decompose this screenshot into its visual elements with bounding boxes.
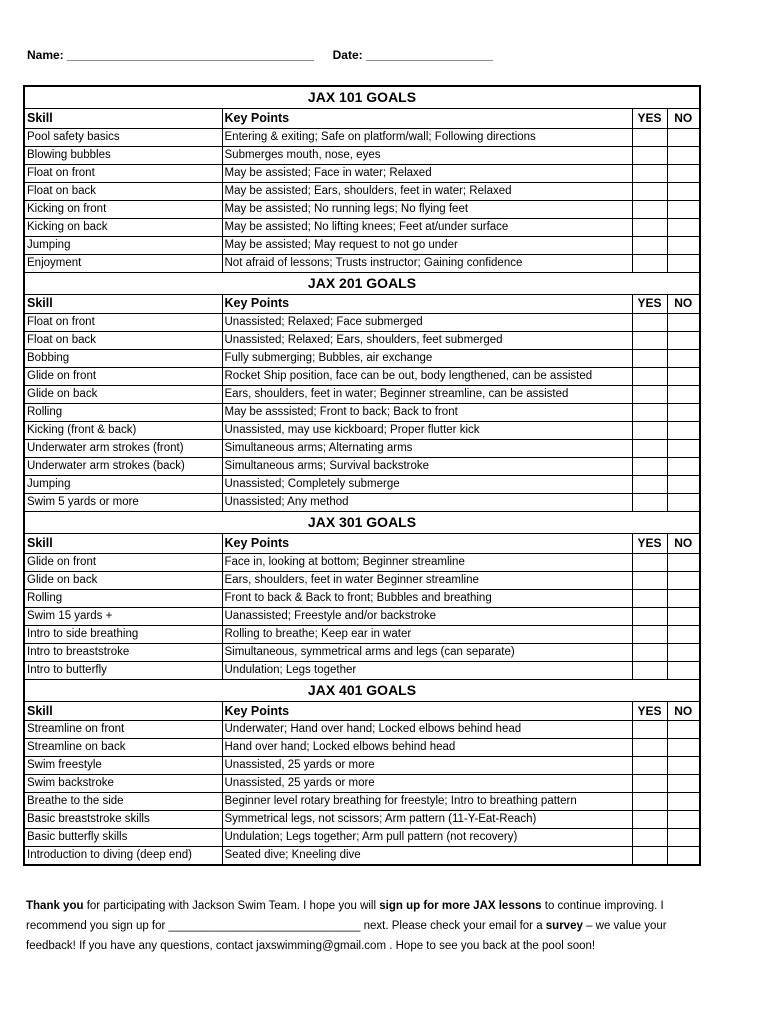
table-row [25,128,699,146]
table-row [25,182,699,200]
table-row [25,440,699,458]
no-checkbox-cell[interactable] [667,458,699,476]
no-checkbox-cell[interactable] [667,314,699,332]
skill-cell: Swim freestyle [25,757,222,775]
yes-checkbox-cell[interactable] [632,440,667,458]
table-row [25,368,699,386]
no-checkbox-cell[interactable] [667,793,699,811]
no-checkbox-cell[interactable] [667,494,699,512]
table-row [25,494,699,512]
footer-thank-you: Thank you [26,900,84,912]
key-points-cell: Unassisted, may use kickboard; Proper flutter kick [222,422,632,440]
key-points-cell: Hand over hand; Locked elbows behind head [222,739,632,757]
table-header-row [25,295,699,314]
no-checkbox-cell[interactable] [667,721,699,739]
table-row [25,589,699,607]
skill-cell: Glide on front [25,553,222,571]
skill-cell: Enjoyment [25,254,222,272]
table-header-row [25,109,699,128]
no-checkbox-cell[interactable] [667,571,699,589]
no-checkbox-cell[interactable] [667,757,699,775]
table-row [25,643,699,661]
yes-checkbox-cell[interactable] [632,625,667,643]
key-points-cell: May be assisted; May request to not go under [222,236,632,254]
no-checkbox-cell[interactable] [667,350,699,368]
key-points-cell: Fully submerging; Bubbles, air exchange [222,350,632,368]
skill-cell: Bobbing [25,350,222,368]
yes-checkbox-cell[interactable] [632,607,667,625]
section-title: JAX 301 GOALS [25,511,699,534]
no-header: NO [667,534,699,553]
table-row [25,218,699,236]
key-points-cell: Submerges mouth, nose, eyes [222,146,632,164]
skill-header: Skill [25,295,222,314]
skill-cell: Basic breaststroke skills [25,811,222,829]
footer-sign-up: sign up for more JAX lessons [379,900,542,912]
goals-section [25,87,699,272]
table-row [25,332,699,350]
skill-cell: Rolling [25,589,222,607]
skill-cell: Introduction to diving (deep end) [25,847,222,865]
no-checkbox-cell[interactable] [667,625,699,643]
key-points-cell: Ears, shoulders, feet in water; Beginner streamline, can be assisted [222,386,632,404]
key-points-cell: Simultaneous arms; Survival backstroke [222,458,632,476]
no-checkbox-cell[interactable] [667,200,699,218]
skill-cell: Intro to breaststroke [25,643,222,661]
yes-checkbox-cell[interactable] [632,350,667,368]
skill-cell: Glide on back [25,571,222,589]
table-row [25,571,699,589]
no-checkbox-cell[interactable] [667,164,699,182]
no-checkbox-cell[interactable] [667,218,699,236]
goals-table [25,109,699,272]
footer-note [26,896,706,956]
yes-checkbox-cell[interactable] [632,368,667,386]
no-checkbox-cell[interactable] [667,643,699,661]
skill-cell: Pool safety basics [25,128,222,146]
yes-header: YES [632,109,667,128]
yes-checkbox-cell[interactable] [632,422,667,440]
skill-cell: Underwater arm strokes (front) [25,440,222,458]
yes-checkbox-cell[interactable] [632,386,667,404]
yes-checkbox-cell[interactable] [632,793,667,811]
key-points-cell: Symmetrical legs, not scissors; Arm pattern (11-Y-Eat-Reach) [222,811,632,829]
yes-checkbox-cell[interactable] [632,254,667,272]
yes-checkbox-cell[interactable] [632,553,667,571]
form-header [27,48,493,62]
table-header-row [25,702,699,721]
no-checkbox-cell[interactable] [667,422,699,440]
skill-cell: Jumping [25,476,222,494]
key-points-cell: Simultaneous arms; Alternating arms [222,440,632,458]
key-points-cell: Ears, shoulders, feet in water Beginner streamline [222,571,632,589]
yes-checkbox-cell[interactable] [632,775,667,793]
no-checkbox-cell[interactable] [667,386,699,404]
key-points-cell: May be assisted; Ears, shoulders, feet in water; Relaxed [222,182,632,200]
table-row [25,793,699,811]
yes-checkbox-cell[interactable] [632,721,667,739]
no-checkbox-cell[interactable] [667,607,699,625]
footer-text-1: for participating with Jackson Swim Team. I hope you will [83,900,380,912]
key-points-cell: Unassisted, 25 yards or more [222,775,632,793]
yes-header: YES [632,702,667,721]
no-checkbox-cell[interactable] [667,553,699,571]
key-points-cell: Undulation; Legs together; Arm pull pattern (not recovery) [222,829,632,847]
yes-checkbox-cell[interactable] [632,236,667,254]
yes-checkbox-cell[interactable] [632,332,667,350]
yes-header: YES [632,295,667,314]
key-points-cell: Rolling to breathe; Keep ear in water [222,625,632,643]
yes-checkbox-cell[interactable] [632,146,667,164]
no-header: NO [667,295,699,314]
yes-checkbox-cell[interactable] [632,829,667,847]
no-checkbox-cell[interactable] [667,146,699,164]
key-points-cell: Rocket Ship position, face can be out, body lengthened, can be assisted [222,368,632,386]
skill-cell: Glide on back [25,386,222,404]
skill-cell: Blowing bubbles [25,146,222,164]
table-header-row [25,534,699,553]
table-row [25,775,699,793]
skill-cell: Streamline on front [25,721,222,739]
table-row [25,721,699,739]
goals-table [25,534,699,679]
table-row [25,458,699,476]
table-row [25,236,699,254]
skill-cell: Rolling [25,404,222,422]
skill-cell: Float on back [25,182,222,200]
table-row [25,625,699,643]
table-row [25,350,699,368]
skill-cell: Intro to butterfly [25,661,222,679]
skill-cell: Underwater arm strokes (back) [25,458,222,476]
goals-sheet [23,85,701,866]
yes-checkbox-cell[interactable] [632,476,667,494]
section-title: JAX 401 GOALS [25,679,699,702]
goals-table [25,295,699,512]
table-row [25,422,699,440]
table-row [25,164,699,182]
yes-checkbox-cell[interactable] [632,314,667,332]
yes-checkbox-cell[interactable] [632,757,667,775]
key-points-cell: Underwater; Hand over hand; Locked elbows behind head [222,721,632,739]
no-checkbox-cell[interactable] [667,476,699,494]
no-checkbox-cell[interactable] [667,589,699,607]
skill-cell: Jumping [25,236,222,254]
no-checkbox-cell[interactable] [667,182,699,200]
no-checkbox-cell[interactable] [667,847,699,865]
skill-header: Skill [25,702,222,721]
yes-checkbox-cell[interactable] [632,589,667,607]
no-checkbox-cell[interactable] [667,332,699,350]
table-row [25,553,699,571]
table-row [25,314,699,332]
skill-cell: Kicking (front & back) [25,422,222,440]
yes-checkbox-cell[interactable] [632,811,667,829]
no-checkbox-cell[interactable] [667,739,699,757]
skill-cell: Float on front [25,314,222,332]
key-points-cell: Beginner level rotary breathing for freestyle; Intro to breathing pattern [222,793,632,811]
key-points-cell: May be asssisted; Front to back; Back to front [222,404,632,422]
no-checkbox-cell[interactable] [667,440,699,458]
skill-cell: Swim 5 yards or more [25,494,222,512]
table-row [25,847,699,865]
skill-cell: Swim backstroke [25,775,222,793]
yes-header: YES [632,534,667,553]
goals-section [25,679,699,865]
table-row [25,811,699,829]
skill-cell: Intro to side breathing [25,625,222,643]
skill-cell: Basic butterfly skills [25,829,222,847]
yes-checkbox-cell[interactable] [632,571,667,589]
section-title: JAX 101 GOALS [25,87,699,109]
footer-text-3: – we value your feedback! If you have any questions, contact jaxswimming@gmail.com . Hope to see you back at the pool soon! [26,920,667,952]
yes-checkbox-cell[interactable] [632,128,667,146]
table-row [25,757,699,775]
skill-cell: Glide on front [25,368,222,386]
key-points-cell: Unassisted; Completely submerge [222,476,632,494]
section-title: JAX 201 GOALS [25,272,699,295]
footer-survey: survey [545,920,583,932]
key-points-header: Key Points [222,702,632,721]
yes-checkbox-cell[interactable] [632,200,667,218]
footer-text-2: to continue improving. I recommend you sign up for ______________________________ next. Please check your email for a [26,900,664,932]
skill-header: Skill [25,534,222,553]
date-field[interactable]: Date: ___________________ [332,48,493,62]
key-points-header: Key Points [222,534,632,553]
yes-checkbox-cell[interactable] [632,218,667,236]
key-points-cell: Unassisted; Relaxed; Face submerged [222,314,632,332]
key-points-cell: Unassisted; Relaxed; Ears, shoulders, feet submerged [222,332,632,350]
key-points-cell: Simultaneous, symmetrical arms and legs (can separate) [222,643,632,661]
no-checkbox-cell[interactable] [667,236,699,254]
key-points-cell: Seated dive; Kneeling dive [222,847,632,865]
key-points-cell: Uanassisted; Freestyle and/or backstroke [222,607,632,625]
yes-checkbox-cell[interactable] [632,494,667,512]
table-row [25,200,699,218]
yes-checkbox-cell[interactable] [632,847,667,865]
key-points-cell: May be assisted; No running legs; No flying feet [222,200,632,218]
no-checkbox-cell[interactable] [667,254,699,272]
goals-table [25,702,699,865]
no-checkbox-cell[interactable] [667,368,699,386]
no-checkbox-cell[interactable] [667,829,699,847]
key-points-header: Key Points [222,109,632,128]
key-points-cell: May be assisted; Face in water; Relaxed [222,164,632,182]
no-checkbox-cell[interactable] [667,404,699,422]
yes-checkbox-cell[interactable] [632,458,667,476]
goals-section [25,272,699,512]
key-points-cell: Face in, looking at bottom; Beginner streamline [222,553,632,571]
table-row [25,386,699,404]
yes-checkbox-cell[interactable] [632,739,667,757]
skill-cell: Breathe to the side [25,793,222,811]
no-header: NO [667,109,699,128]
skill-cell: Float on front [25,164,222,182]
skill-cell: Streamline on back [25,739,222,757]
key-points-cell: Unassisted, 25 yards or more [222,757,632,775]
skill-header: Skill [25,109,222,128]
table-row [25,661,699,679]
table-row [25,254,699,272]
skill-cell: Kicking on front [25,200,222,218]
skill-cell: Swim 15 yards + [25,607,222,625]
name-field[interactable]: Name: _____________________________________ [27,48,314,62]
key-points-header: Key Points [222,295,632,314]
yes-checkbox-cell[interactable] [632,404,667,422]
key-points-cell: May be assisted; No lifting knees; Feet at/under surface [222,218,632,236]
skill-cell: Float on back [25,332,222,350]
no-header: NO [667,702,699,721]
yes-checkbox-cell[interactable] [632,182,667,200]
table-row [25,739,699,757]
table-row [25,476,699,494]
yes-checkbox-cell[interactable] [632,661,667,679]
key-points-cell: Entering & exiting; Safe on platform/wall; Following directions [222,128,632,146]
no-checkbox-cell[interactable] [667,661,699,679]
key-points-cell: Undulation; Legs together [222,661,632,679]
table-row [25,829,699,847]
table-row [25,607,699,625]
yes-checkbox-cell[interactable] [632,164,667,182]
no-checkbox-cell[interactable] [667,775,699,793]
table-row [25,146,699,164]
table-row [25,404,699,422]
goals-section [25,511,699,679]
no-checkbox-cell[interactable] [667,811,699,829]
no-checkbox-cell[interactable] [667,128,699,146]
key-points-cell: Not afraid of lessons; Trusts instructor; Gaining confidence [222,254,632,272]
skill-cell: Kicking on back [25,218,222,236]
yes-checkbox-cell[interactable] [632,643,667,661]
key-points-cell: Unassisted; Any method [222,494,632,512]
key-points-cell: Front to back & Back to front; Bubbles and breathing [222,589,632,607]
